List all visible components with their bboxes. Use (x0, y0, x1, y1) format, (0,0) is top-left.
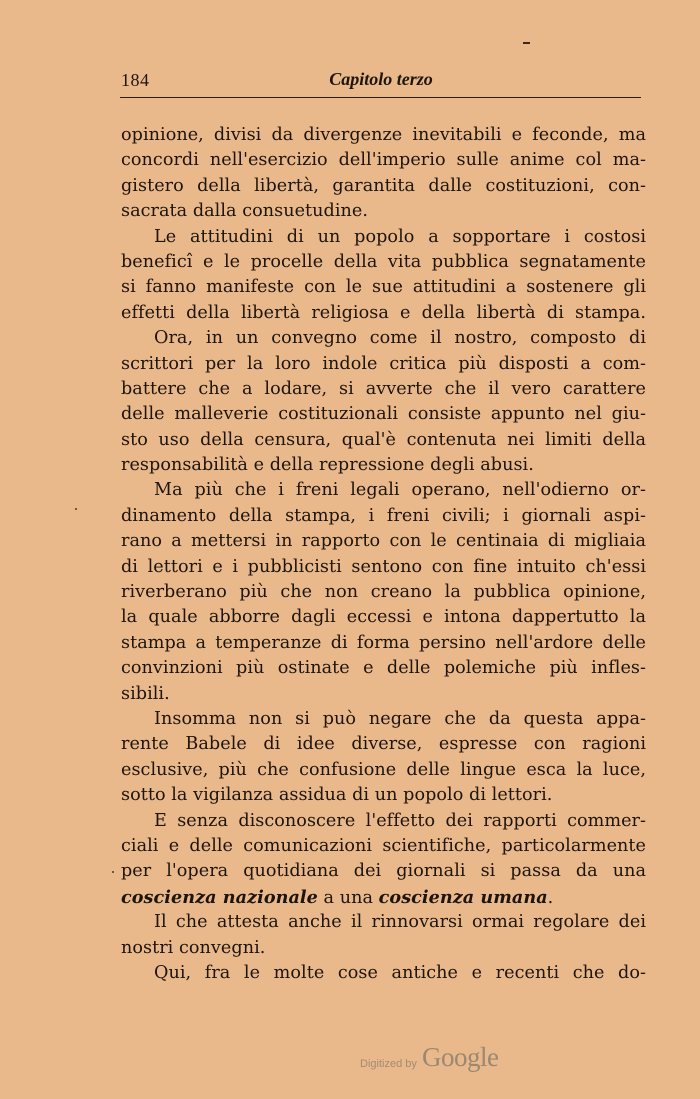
text-line: Il che attesta anche il rinnovarsi ormai regolare dei (154, 912, 646, 933)
text-line: sto uso della censura, qual'è contenuta nei limiti della (121, 429, 646, 450)
text-line: E senza disconoscere l'effetto dei rapporti commer- (154, 810, 646, 831)
text-line: stampa a temperanze di forma persino nell'ardore delle (121, 632, 646, 653)
text-line: si fanno manifeste con le sue attitudini a sostenere gli (121, 277, 646, 298)
text-line: la quale abborre dagli eccessi e intona dappertutto la (121, 607, 646, 628)
text-fragment: . (547, 887, 554, 908)
text-line: concordi nell'esercizio dell'imperio sulle anime col ma- (121, 150, 646, 171)
italic-phrase: coscienza umana (378, 886, 548, 908)
text-line: convinzioni più ostinate e delle polemiche più infles- (121, 658, 646, 679)
text-line: beneficî e le procelle della vita pubblica segnatamente (121, 251, 646, 272)
text-line: dinamento della stampa, i freni civili; i giornali aspi- (121, 505, 646, 526)
digitization-watermark (360, 1040, 520, 1080)
text-line: effetti della libertà religiosa e della libertà di stampa. (121, 302, 646, 323)
text-line: ciali e delle comunicazioni scientifiche, particolarmente (121, 835, 646, 856)
text-line: gistero della libertà, garantita dalle costituzioni, con- (121, 175, 646, 196)
text-line: Le attitudini di un popolo a sopportare i costosi (154, 226, 646, 247)
text-line: esclusive, più che confusione delle lingue esca la luce, (121, 759, 646, 780)
text-line: Insomma non si può negare che da questa appa- (154, 708, 646, 729)
text-line: Ma più che i freni legali operano, nell'odierno or- (154, 480, 646, 501)
stray-dot (112, 871, 114, 873)
stray-ink-mark (523, 42, 530, 44)
text-line: riverberano più che non creano la pubblica opinione, (121, 582, 646, 603)
text-line: sacrata dalla consuetudine. (121, 201, 369, 222)
text-line: responsabilità e della repressione degli abusi. (121, 455, 534, 476)
text-line: Qui, fra le molte cose antiche e recenti che do- (154, 962, 646, 983)
text-line: sotto la vigilanza assidua di un popolo di lettori. (121, 785, 553, 806)
stray-dot (75, 508, 77, 510)
text-line: Ora, in un convegno come il nostro, composto di (154, 328, 646, 349)
text-line: scrittori per la loro indole critica più disposti a com- (121, 353, 646, 374)
text-fragment: a una (317, 887, 379, 908)
running-head: Capitolo terzo (329, 69, 433, 89)
digitized-by-label: Digitized by (360, 1058, 417, 1070)
text-line: battere che a lodare, si avverte che il vero carattere (121, 378, 646, 399)
body-text (121, 123, 646, 986)
text-line-italic (121, 885, 646, 910)
text-line: opinione, divisi da divergenze inevitabili e feconde, ma (121, 125, 646, 145)
text-line: per l'opera quotidiana dei giornali si passa da una (121, 861, 646, 882)
page-number: 184 (121, 70, 150, 90)
text-line: nostri convegni. (121, 937, 266, 958)
page-header (121, 66, 641, 96)
text-line: di lettori e i pubblicisti sentono con fine intuito ch'essi (121, 556, 646, 577)
text-line: delle malleverie costituzionali consiste appunto nel giu- (121, 404, 646, 425)
text-line: rano a mettersi in rapporto con le centinaia di migliaia (121, 531, 646, 552)
header-rule (120, 97, 641, 98)
text-line: sibili. (121, 683, 170, 704)
text-line: rente Babele di idee diverse, espresse con ragioni (121, 734, 646, 755)
italic-phrase: coscienza nazionale (121, 886, 318, 908)
google-logo: Google (422, 1042, 499, 1072)
